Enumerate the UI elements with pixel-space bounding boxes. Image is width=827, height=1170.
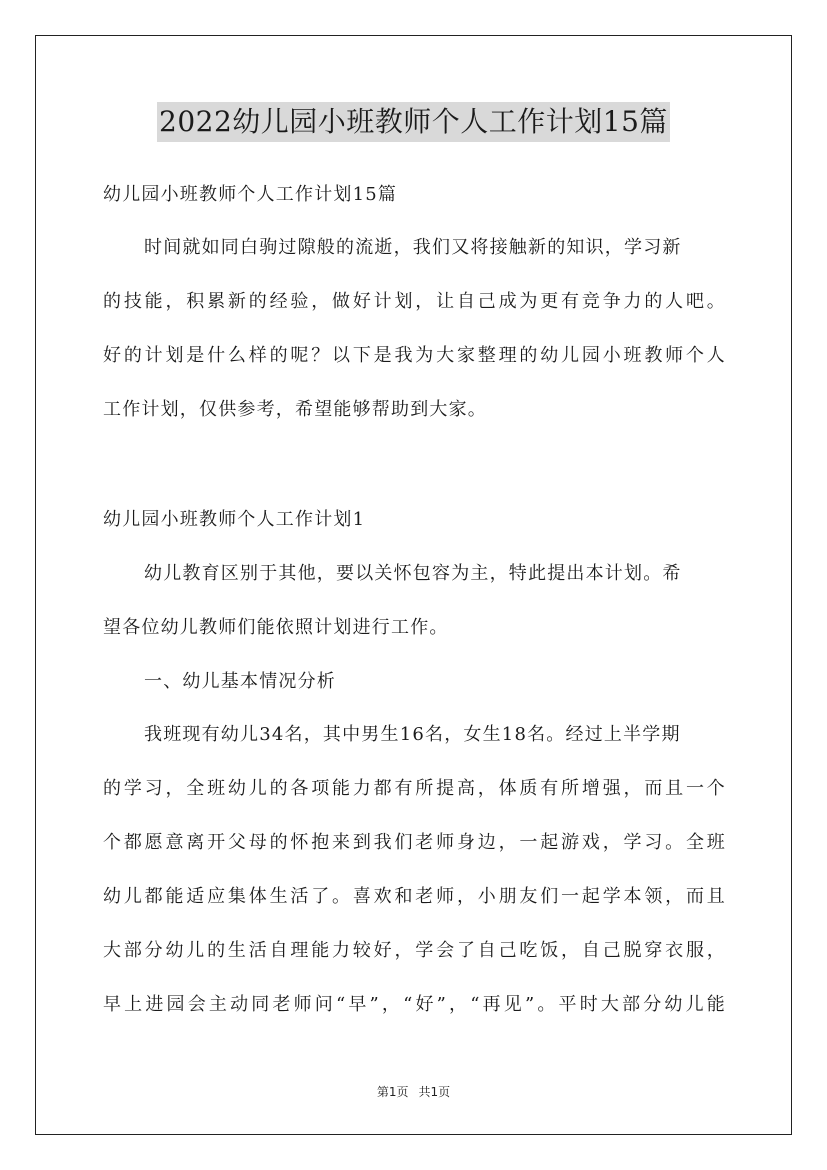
part-line: 大部分幼儿的生活自理能力较好，学会了自己吃饭，自己脱穿衣服， (103, 940, 726, 961)
intro-line: 工作计划，仅供参考，希望能够帮助到大家。 (103, 399, 487, 420)
intro-line: 好的计划是什么样的呢？以下是我为大家整理的幼儿园小班教师个人 (103, 345, 726, 366)
page-number: 第1页 (376, 1085, 409, 1099)
document-title: 2022幼儿园小班教师个人工作计划15篇 (157, 102, 670, 142)
part-line: 的学习，全班幼儿的各项能力都有所提高，体质有所增强，而且一个 (103, 778, 726, 799)
part-line: 早上进园会主动同老师问“早”，“好”，“再见”。平时大部分幼儿能 (103, 994, 726, 1015)
part-line: 个都愿意离开父母的怀抱来到我们老师身边，一起游戏，学习。全班 (103, 832, 726, 853)
intro-line: 的技能，积累新的经验，做好计划，让自己成为更有竞争力的人吧。 (103, 291, 726, 312)
part-heading: 一、幼儿基本情况分析 (144, 671, 336, 692)
section-intro-line: 幼儿教育区别于其他，要以关怀包容为主，特此提出本计划。希 (144, 563, 682, 584)
intro-line: 时间就如同白驹过隙般的流逝，我们又将接触新的知识，学习新 (144, 237, 682, 258)
page-footer (0, 1083, 827, 1100)
title-container (0, 102, 827, 142)
part-line: 幼儿都能适应集体生活了。喜欢和老师，小朋友们一起学本领，而且 (103, 886, 726, 907)
section-heading: 幼儿园小班教师个人工作计划1 (103, 509, 366, 530)
section-intro-line: 望各位幼儿教师们能依照计划进行工作。 (103, 617, 449, 638)
subtitle: 幼儿园小班教师个人工作计划15篇 (103, 184, 398, 205)
page-total: 共1页 (418, 1085, 451, 1099)
part-line: 我班现有幼儿34名，其中男生16名，女生18名。经过上半学期 (144, 724, 681, 745)
